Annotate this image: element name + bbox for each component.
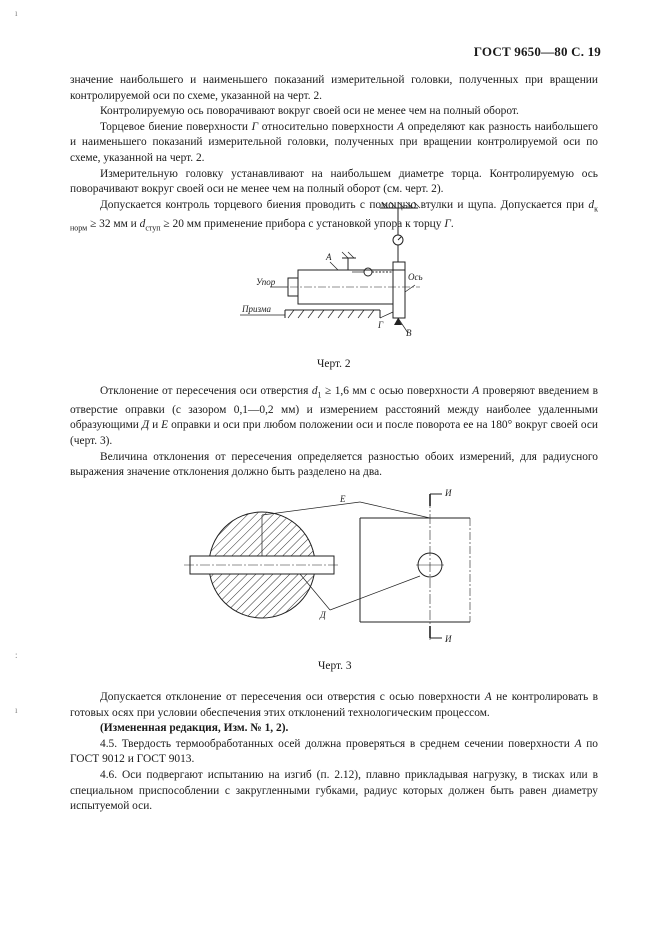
figure-3-caption: Черт. 3 <box>318 660 352 672</box>
amendment-note: (Измененная редакция, Изм. № 1, 2). <box>100 722 289 735</box>
paragraph: Торцевое биение поверхности Г относительно поверхности А определяют как разность наибольшего и наименьшего показаний измерительной головки, полученных при вращении контролируемой оси по схеме, указанной на черт. 2. <box>70 120 599 164</box>
figure-3-drawing <box>180 480 500 650</box>
paragraph: Допускается отклонение от пересечения оси отверстия с осью поверхности А не контролировать в готовых осях при условии обеспечения этих отклонений технологическим процессом. <box>70 691 598 719</box>
margin-mark: : <box>15 650 18 660</box>
figure-2-caption: Черт. 2 <box>317 358 351 370</box>
label-prizma: Призма <box>242 304 272 314</box>
section-3 <box>70 690 598 815</box>
figure-2-drawing <box>230 200 450 340</box>
section-2 <box>70 384 598 481</box>
margin-mark: ı <box>15 705 18 715</box>
paragraph: Отклонение от пересечения оси отверстия $d_1 \ge 1,6$ мм с осью поверхности А проверяют введением в отверстие оправки (с зазором 0,1—0,2 мм) и измерением расстояний между наиболее удаленными образующими Д и Е оправки и оси при любом положении оси и после поворота ее на 180° вокруг своей оси (черт. 3). <box>70 385 599 448</box>
label-d: Д <box>320 610 326 620</box>
label-i-bottom: И <box>445 634 452 644</box>
paragraph: значение наибольшего и наименьшего показаний измерительной головки, полученных при вращении контролируемой оси по схеме, указанной на черт. 2. <box>70 74 598 102</box>
label-i-top: И <box>445 488 452 498</box>
label-upor: Упор <box>256 277 276 287</box>
label-v: В <box>406 328 412 338</box>
margin-mark: ı <box>15 8 18 18</box>
paragraph: Величина отклонения от пересечения определяется разностью обоих измерений, для радиусного выражения значение отклонения должно быть разделено на два. <box>70 450 598 479</box>
label-g: Г <box>378 320 384 330</box>
label-a: А <box>326 252 332 262</box>
label-os: Ось <box>408 272 423 282</box>
label-e: Е <box>340 494 346 504</box>
paragraph: Измерительную головку устанавливают на наибольшем диаметре торца. Контролируемую ось поворачивают вокруг своей оси не менее чем на полный оборот (см. черт. 2). <box>70 167 598 196</box>
page-header: ГОСТ 9650—80 С. 19 <box>473 44 601 59</box>
paragraph: 4.5. Твердость термообработанных осей должна проверяться в среднем сечении поверхности А по ГОСТ 9012 и ГОСТ 9013. <box>70 737 599 766</box>
paragraph: Допускается контроль торцевого биения проводить с помощью втулки и щупа. Допускается при $d_{к норм} \ge 32$ мм и $d_{ступ} \ge 20$ мм применение прибора с установкой упора к торцу Г. <box>70 198 598 232</box>
paragraph: 4.6. Оси подвергают испытанию на изгиб (п. 2.12), плавно прикладывая нагрузку, в тисках или в специальном приспособлении с закругленными губками, радиус которых должен быть равен диаметру испытуемой оси. <box>70 768 598 813</box>
paragraph: Контролируемую ось поворачивают вокруг своей оси не менее чем на полный оборот. <box>100 105 519 118</box>
